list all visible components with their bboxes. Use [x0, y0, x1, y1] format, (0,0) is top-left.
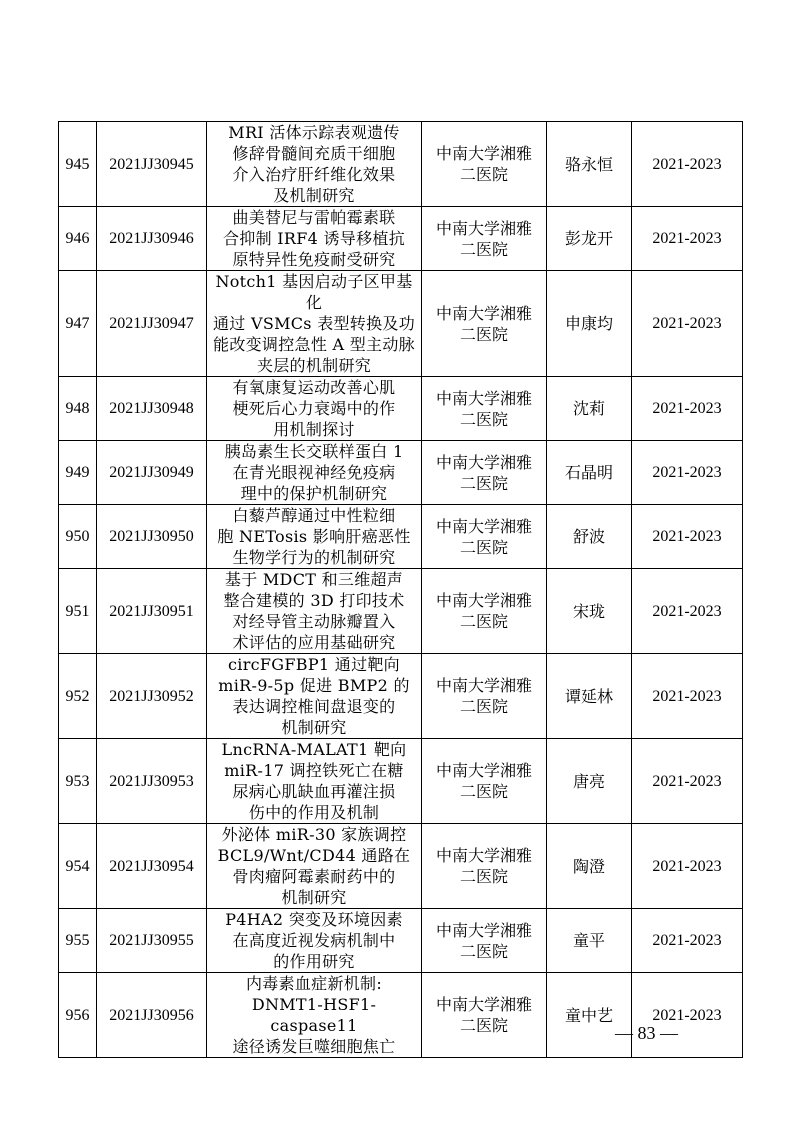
table-row	[59, 207, 743, 271]
table-row	[59, 377, 743, 441]
project-title	[207, 122, 422, 207]
institution-line: 中南大学湘雅	[435, 452, 532, 472]
project-title-line: 术评估的应用基础研究	[232, 633, 396, 652]
project-title-line: 机制研究	[281, 718, 347, 737]
project-leader: 童中艺	[547, 973, 632, 1058]
institution-line: 二医院	[459, 782, 508, 801]
table-row	[59, 973, 743, 1058]
institution	[422, 739, 547, 824]
page-number: — 83 —	[615, 1023, 678, 1043]
project-code: 2021JJ30951	[97, 569, 207, 654]
project-title-line: 整合建模的 3D 打印技术	[223, 591, 405, 610]
project-title-line: miR-17 调控铁死亡在糖	[224, 761, 404, 780]
project-code: 2021JJ30954	[97, 824, 207, 909]
table-row	[59, 441, 743, 505]
project-code: 2021JJ30946	[97, 207, 207, 271]
project-title-line: 曲美替尼与雷帕霉素联	[232, 208, 396, 227]
project-title-line: 内毒素血症新机制:	[245, 974, 383, 993]
table-row	[59, 122, 743, 207]
project-table-body	[59, 122, 743, 1058]
institution	[422, 569, 547, 654]
row-number: 949	[59, 441, 97, 505]
project-title-line: P4HA2 突变及环境因素	[225, 910, 403, 929]
project-title-line: 能改变调控急性 A 型主动脉	[213, 335, 415, 354]
institution	[422, 973, 547, 1058]
project-title	[207, 207, 422, 271]
row-number: 955	[59, 909, 97, 973]
project-leader: 申康均	[547, 271, 632, 377]
project-title-line: 表达调控椎间盘退变的	[232, 697, 396, 716]
project-title-line: 修辞骨髓间充质干细胞	[232, 144, 396, 163]
institution-line: 二医院	[459, 239, 508, 259]
project-leader: 谭延林	[547, 654, 632, 739]
institution	[422, 909, 547, 973]
institution-line: 中南大学湘雅	[435, 516, 532, 536]
project-title	[207, 739, 422, 824]
project-code: 2021JJ30956	[97, 973, 207, 1058]
project-title-line: 对经导管主动脉瓣置入	[232, 612, 396, 631]
institution-line: 二医院	[459, 409, 508, 429]
row-number: 945	[59, 122, 97, 207]
project-period: 2021-2023	[632, 654, 743, 739]
project-title-line: DNMT1-HSF1-caspase11	[251, 995, 377, 1035]
table-row	[59, 739, 743, 824]
project-title-line: 白藜芦醇通过中性粒细	[232, 506, 396, 525]
table-row	[59, 824, 743, 909]
project-title	[207, 441, 422, 505]
project-title-line: MRI 活体示踪表观遗传	[228, 123, 400, 142]
project-code: 2021JJ30955	[97, 909, 207, 973]
project-code: 2021JJ30948	[97, 377, 207, 441]
row-number: 946	[59, 207, 97, 271]
institution	[422, 122, 547, 207]
project-leader: 唐亮	[547, 739, 632, 824]
project-code: 2021JJ30953	[97, 739, 207, 824]
project-period: 2021-2023	[632, 739, 743, 824]
table-row	[59, 505, 743, 569]
project-period: 2021-2023	[632, 505, 743, 569]
project-title-line: Notch1 基因启动子区甲基化	[215, 272, 413, 312]
project-period: 2021-2023	[632, 824, 743, 909]
project-title-line: 尿病心肌缺血再灌注损	[232, 782, 396, 801]
institution-line: 中南大学湘雅	[435, 591, 532, 610]
project-period: 2021-2023	[632, 569, 743, 654]
project-leader: 陶澄	[547, 824, 632, 909]
institution-line: 中南大学湘雅	[435, 920, 532, 940]
project-period: 2021-2023	[632, 377, 743, 441]
project-leader: 沈莉	[547, 377, 632, 441]
table-row	[59, 654, 743, 739]
project-title-line: 的作用研究	[273, 952, 355, 971]
project-title-line: 有氧康复运动改善心肌	[232, 378, 396, 397]
project-leader: 舒波	[547, 505, 632, 569]
institution	[422, 824, 547, 909]
institution-line: 中南大学湘雅	[435, 218, 532, 238]
project-title	[207, 824, 422, 909]
project-title-line: BCL9/Wnt/CD44 通路在	[217, 846, 411, 865]
project-period: 2021-2023	[632, 973, 743, 1058]
project-code: 2021JJ30945	[97, 122, 207, 207]
institution-line: 中南大学湘雅	[435, 761, 532, 780]
project-leader: 彭龙开	[547, 207, 632, 271]
project-title-line: 合抑制 IRF4 诱导移植抗	[222, 229, 406, 248]
project-table	[58, 121, 743, 1058]
project-title-line: miR-9-5p 促进 BMP2 的	[218, 676, 410, 695]
row-number: 950	[59, 505, 97, 569]
project-title-line: 胞 NETosis 影响肝癌恶性	[217, 527, 411, 546]
row-number: 954	[59, 824, 97, 909]
project-title-line: 骨肉瘤阿霉素耐药中的	[232, 867, 396, 886]
project-leader: 童平	[547, 909, 632, 973]
project-code: 2021JJ30952	[97, 654, 207, 739]
project-title	[207, 973, 422, 1058]
project-title-line: 在青光眼视神经免疫病	[232, 463, 396, 482]
institution-line: 二医院	[459, 324, 508, 344]
project-title	[207, 569, 422, 654]
project-title	[207, 271, 422, 377]
institution-line: 中南大学湘雅	[435, 303, 532, 323]
institution-line: 中南大学湘雅	[435, 144, 532, 163]
project-period: 2021-2023	[632, 441, 743, 505]
institution-line: 二医院	[459, 867, 508, 886]
project-leader: 石晶明	[547, 441, 632, 505]
project-period: 2021-2023	[632, 207, 743, 271]
institution-line: 二医院	[459, 941, 508, 961]
project-title-line: 介入治疗肝纤维化效果	[232, 165, 396, 184]
project-period: 2021-2023	[632, 122, 743, 207]
project-period: 2021-2023	[632, 271, 743, 377]
institution	[422, 271, 547, 377]
project-period: 2021-2023	[632, 909, 743, 973]
institution-line: 中南大学湘雅	[435, 388, 532, 408]
row-number: 948	[59, 377, 97, 441]
project-title-line: 伤中的作用及机制	[248, 803, 380, 822]
project-title-line: 生物学行为的机制研究	[232, 548, 396, 567]
project-title-line: 胰岛素生长交联样蛋白 1	[224, 442, 404, 461]
project-title-line: 基于 MDCT 和三维超声	[224, 570, 404, 589]
institution-line: 中南大学湘雅	[435, 846, 532, 865]
project-code: 2021JJ30947	[97, 271, 207, 377]
project-code: 2021JJ30949	[97, 441, 207, 505]
project-title-line: 用机制探讨	[273, 420, 355, 439]
row-number: 951	[59, 569, 97, 654]
institution	[422, 441, 547, 505]
institution-line: 二医院	[459, 697, 508, 716]
institution-line: 二医院	[459, 537, 508, 557]
project-title-line: 及机制研究	[273, 186, 355, 205]
project-code: 2021JJ30950	[97, 505, 207, 569]
institution-line: 二医院	[459, 473, 508, 493]
project-title	[207, 377, 422, 441]
institution	[422, 377, 547, 441]
row-number: 947	[59, 271, 97, 377]
institution-line: 中南大学湘雅	[435, 676, 532, 695]
row-number: 953	[59, 739, 97, 824]
institution-line: 二医院	[459, 1016, 508, 1035]
project-title-line: circFGFBP1 通过靶向	[228, 655, 400, 674]
project-title-line: 在高度近视发病机制中	[232, 931, 396, 950]
institution-line: 中南大学湘雅	[435, 995, 532, 1014]
project-title	[207, 654, 422, 739]
table-row	[59, 569, 743, 654]
institution	[422, 207, 547, 271]
institution-line: 二医院	[459, 612, 508, 631]
institution	[422, 505, 547, 569]
row-number: 952	[59, 654, 97, 739]
project-title-line: 夹层的机制研究	[256, 356, 372, 375]
table-row	[59, 271, 743, 377]
project-leader: 宋珑	[547, 569, 632, 654]
project-title-line: 原特异性免疫耐受研究	[232, 250, 396, 269]
project-title-line: 机制研究	[281, 888, 347, 907]
project-leader: 骆永恒	[547, 122, 632, 207]
table-row	[59, 909, 743, 973]
project-title	[207, 909, 422, 973]
project-title-line: 理中的保护机制研究	[240, 484, 388, 503]
project-title-line: 通过 VSMCs 表型转换及功	[212, 314, 416, 333]
project-title	[207, 505, 422, 569]
project-title-line: LncRNA-MALAT1 靶向	[221, 740, 407, 759]
project-title-line: 途径诱发巨噬细胞焦亡	[232, 1037, 396, 1056]
project-title-line: 外泌体 miR-30 家族调控	[221, 825, 407, 844]
row-number: 956	[59, 973, 97, 1058]
institution-line: 二医院	[459, 165, 508, 184]
institution	[422, 654, 547, 739]
project-title-line: 梗死后心力衰竭中的作	[232, 399, 396, 418]
